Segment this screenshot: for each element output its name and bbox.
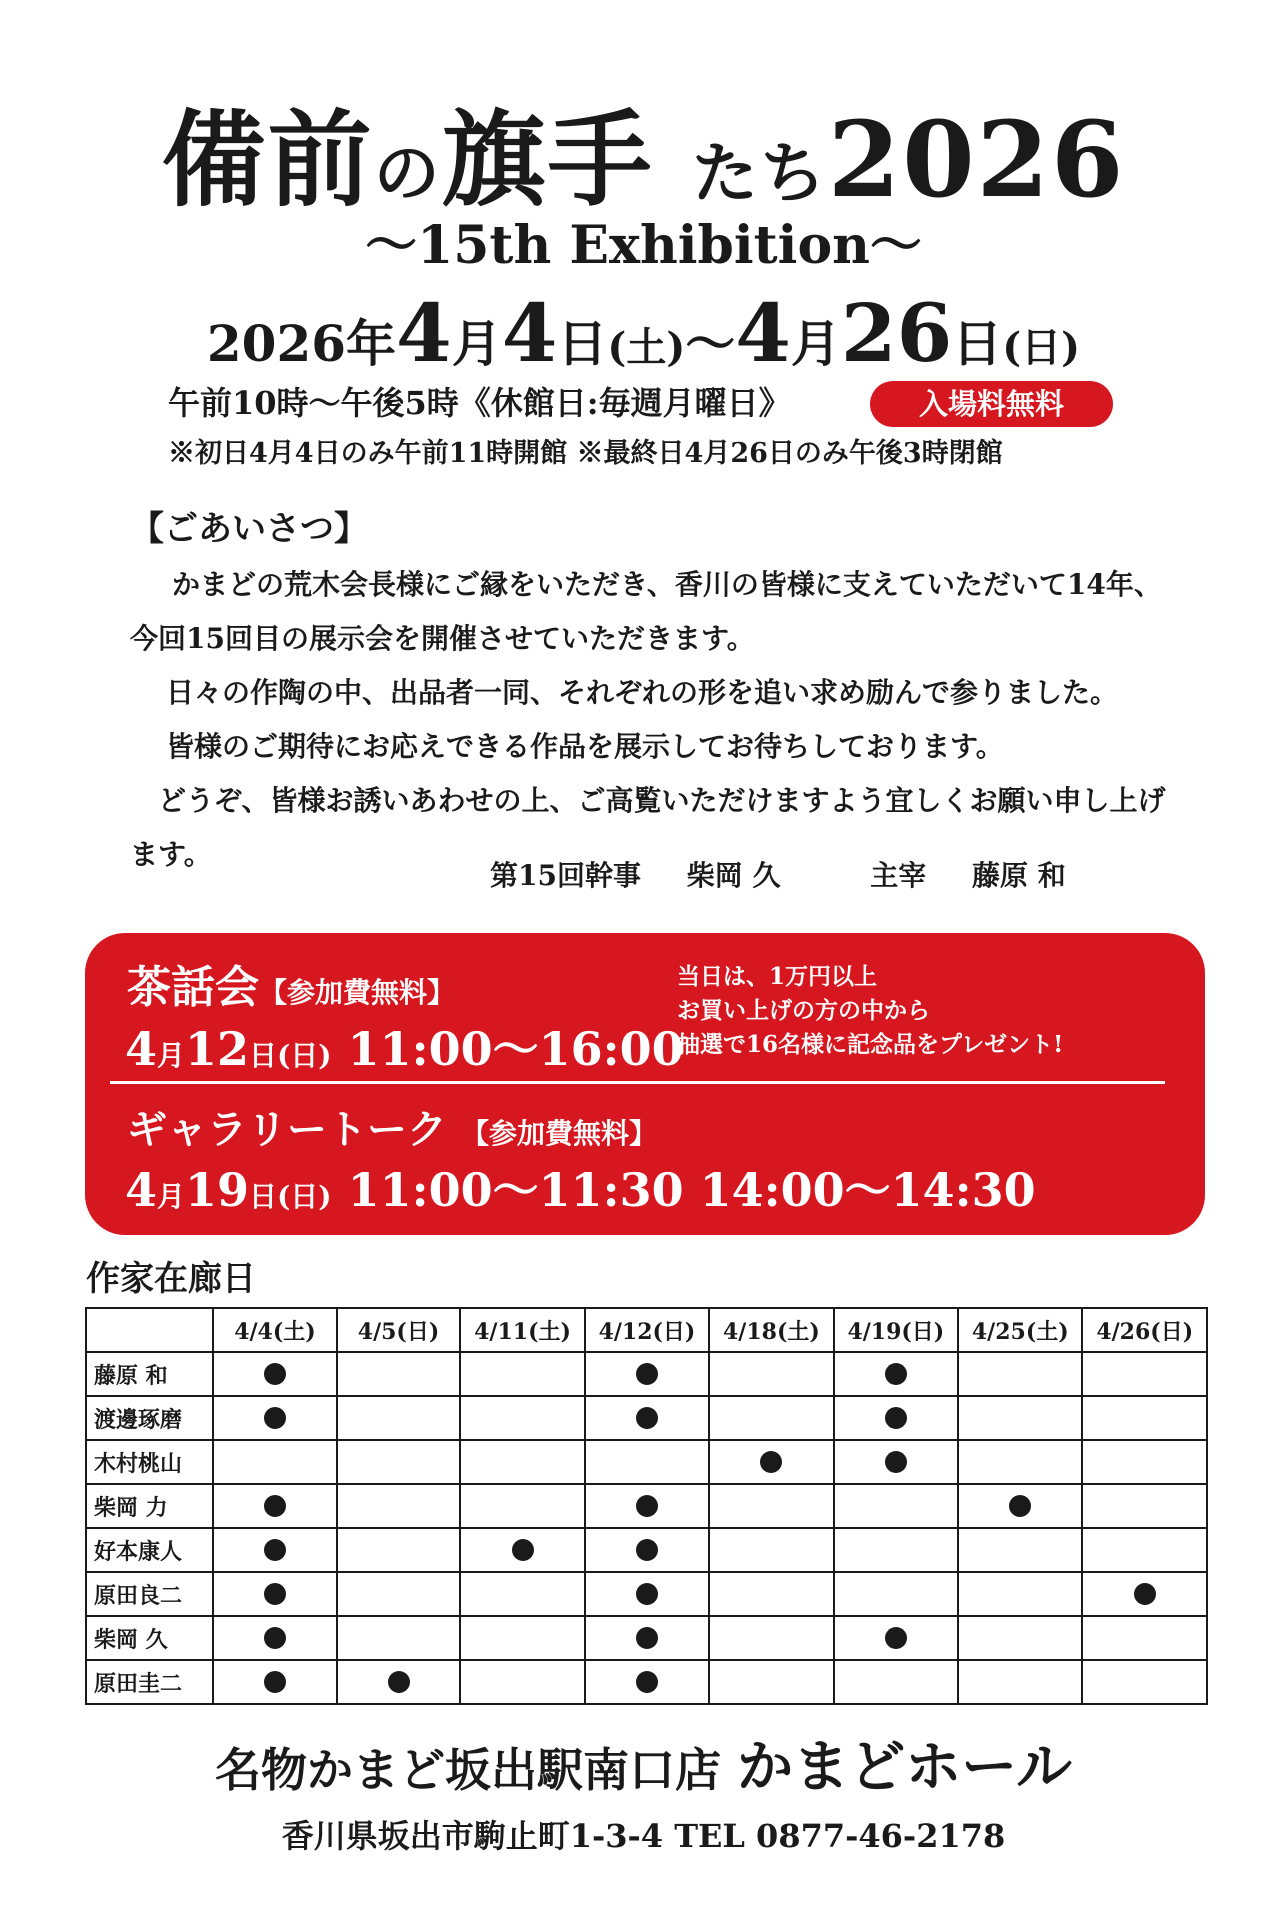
title-bizen: 備前 — [161, 98, 374, 221]
tea-party-datetime — [125, 1019, 684, 1086]
greeting-heading: 【ごあいさつ】 — [130, 509, 368, 549]
schedule-cell — [337, 1528, 461, 1572]
tea-note-line-1: 当日は、1万円以上 — [677, 963, 878, 990]
start-weekday: (土) — [607, 324, 686, 371]
venue-address: 香川県坂出市駒止町1-3-4 TEL 0877-46-2178 — [281, 1817, 1006, 1855]
tea-party-title — [127, 960, 455, 1021]
talk-month-suffix: 月 — [157, 1180, 186, 1213]
schedule-cell — [337, 1440, 461, 1484]
greeting-paragraph-2: 日々の作陶の中、出品者一同、それぞれの形を追い求め励んで参りました。 — [166, 676, 1119, 709]
schedule-cell — [585, 1528, 709, 1572]
schedule-cell — [958, 1484, 1082, 1528]
schedule-cell — [958, 1396, 1082, 1440]
schedule-cell — [213, 1572, 337, 1616]
gallery-talk-datetime — [125, 1160, 1036, 1227]
schedule-cell — [460, 1660, 584, 1704]
schedule-cell — [1082, 1616, 1207, 1660]
schedule-cell — [1082, 1660, 1207, 1704]
title-no: の — [373, 134, 442, 212]
date-year: 2026年 — [206, 314, 397, 373]
exhibition-subtitle: 〜15th Exhibition〜 — [365, 215, 922, 276]
artist-schedule-table — [85, 1307, 1208, 1705]
attendance-dot-icon — [636, 1583, 658, 1605]
gallery-talk-fee-tag: 【参加費無料】 — [460, 1117, 657, 1150]
end-weekday: (日) — [1002, 324, 1081, 371]
schedule-cell — [834, 1484, 958, 1528]
schedule-cell — [958, 1352, 1082, 1396]
start-month-suffix: 月 — [451, 314, 502, 373]
attendance-dot-icon — [636, 1539, 658, 1561]
schedule-cell — [213, 1352, 337, 1396]
schedule-cell — [958, 1616, 1082, 1660]
greeting-paragraph-3: 皆様のご期待にお応えできる作品を展示してお待ちしております。 — [166, 730, 1004, 763]
schedule-cell — [213, 1616, 337, 1660]
schedule-cell — [460, 1616, 584, 1660]
opening-hours: 午前10時〜午後5時《休館日:毎週月曜日》 — [168, 384, 791, 422]
store-name: 名物かまど坂出駅南口店 — [215, 1743, 722, 1797]
schedule-corner-cell — [86, 1308, 213, 1352]
attendance-dot-icon — [885, 1363, 907, 1385]
schedule-cell — [709, 1352, 833, 1396]
attendance-dot-icon — [885, 1451, 907, 1473]
sig-role-secretary: 第15回幹事 — [490, 859, 641, 892]
artist-name: 原田圭二 — [86, 1660, 213, 1704]
start-day: 4 — [501, 286, 558, 380]
schedule-cell — [585, 1616, 709, 1660]
schedule-cell — [585, 1440, 709, 1484]
schedule-cell — [709, 1484, 833, 1528]
attendance-dot-icon — [1134, 1583, 1156, 1605]
attendance-dot-icon — [1009, 1495, 1031, 1517]
talk-day-suffix: 日 — [249, 1180, 278, 1213]
schedule-cell — [834, 1660, 958, 1704]
schedule-cell — [213, 1528, 337, 1572]
schedule-cell — [460, 1396, 584, 1440]
schedule-cell — [834, 1572, 958, 1616]
schedule-cell — [337, 1616, 461, 1660]
tea-day-suffix: 日 — [249, 1039, 278, 1072]
sig-role-host: 主宰 — [870, 859, 927, 892]
schedule-cell — [1082, 1352, 1207, 1396]
schedule-cell — [1082, 1396, 1207, 1440]
talk-weekday: (日) — [277, 1180, 332, 1213]
attendance-dot-icon — [264, 1363, 286, 1385]
artist-name: 柴岡 久 — [86, 1616, 213, 1660]
attendance-dot-icon — [512, 1539, 534, 1561]
schedule-row — [86, 1352, 1207, 1396]
schedule-cell — [834, 1616, 958, 1660]
schedule-cell — [958, 1528, 1082, 1572]
schedule-cell — [460, 1440, 584, 1484]
opening-notes: ※初日4月4日のみ午前11時開館 ※最終日4月26日のみ午後3時閉館 — [168, 438, 1003, 469]
schedule-row — [86, 1660, 1207, 1704]
schedule-cell — [585, 1572, 709, 1616]
talk-month: 4 — [125, 1163, 158, 1217]
title-kishu: 旗手 — [441, 98, 654, 221]
schedule-cell — [1082, 1572, 1207, 1616]
date-tilde: 〜 — [685, 314, 736, 373]
start-month: 4 — [396, 286, 452, 380]
schedule-cell — [337, 1484, 461, 1528]
schedule-cell — [460, 1484, 584, 1528]
tea-month-suffix: 月 — [157, 1039, 186, 1072]
schedule-cell — [709, 1528, 833, 1572]
schedule-cell — [1082, 1528, 1207, 1572]
attendance-dot-icon — [636, 1363, 658, 1385]
title-year: 2026 — [827, 98, 1126, 221]
schedule-cell — [834, 1396, 958, 1440]
talk-time: 11:00〜11:30 14:00〜14:30 — [347, 1163, 1036, 1217]
schedule-cell — [337, 1396, 461, 1440]
attendance-dot-icon — [264, 1539, 286, 1561]
schedule-cell — [460, 1572, 584, 1616]
attendance-dot-icon — [264, 1627, 286, 1649]
schedule-column-header: 4/12(日) — [585, 1308, 709, 1352]
end-day-suffix: 日 — [952, 314, 1003, 373]
attendance-dot-icon — [885, 1407, 907, 1429]
start-day-suffix: 日 — [557, 314, 608, 373]
tea-party-note — [677, 960, 1063, 1062]
sig-name-host: 藤原 和 — [971, 859, 1066, 892]
schedule-cell — [213, 1660, 337, 1704]
schedule-cell — [709, 1396, 833, 1440]
schedule-row — [86, 1484, 1207, 1528]
schedule-cell — [337, 1572, 461, 1616]
attendance-dot-icon — [636, 1671, 658, 1693]
schedule-row — [86, 1528, 1207, 1572]
schedule-cell — [958, 1660, 1082, 1704]
schedule-column-header: 4/18(土) — [709, 1308, 833, 1352]
hall-name: かまどホール — [737, 1734, 1072, 1800]
schedule-cell — [585, 1660, 709, 1704]
attendance-dot-icon — [264, 1495, 286, 1517]
attendance-dot-icon — [264, 1671, 286, 1693]
schedule-cell — [460, 1528, 584, 1572]
gallery-talk-name: ギャラリートーク — [127, 1106, 447, 1153]
schedule-cell — [958, 1440, 1082, 1484]
schedule-cell — [1082, 1440, 1207, 1484]
tea-time: 11:00〜16:00 — [347, 1022, 684, 1076]
schedule-cell — [709, 1660, 833, 1704]
artist-name: 藤原 和 — [86, 1352, 213, 1396]
greeting-paragraph-1: かまどの荒木会長様にご縁をいただき、香川の皆様に支えていただいて14年、今回15回目の展示会を開催させていただきます。 — [130, 568, 1162, 655]
tea-day: 12 — [185, 1022, 250, 1076]
sig-name-secretary: 柴岡 久 — [686, 859, 781, 892]
schedule-cell — [337, 1660, 461, 1704]
schedule-cell — [213, 1440, 337, 1484]
schedule-cell — [460, 1352, 584, 1396]
tea-weekday: (日) — [277, 1039, 332, 1072]
schedule-title: 作家在廊日 — [86, 1259, 256, 1299]
schedule-column-header: 4/11(土) — [460, 1308, 584, 1352]
schedule-cell — [213, 1396, 337, 1440]
schedule-row — [86, 1440, 1207, 1484]
attendance-dot-icon — [636, 1495, 658, 1517]
schedule-cell — [709, 1616, 833, 1660]
title-tachi: たち — [691, 134, 828, 212]
tea-note-line-3: 抽選で16名様に記念品をプレゼント! — [677, 1031, 1064, 1058]
artist-name: 原田良二 — [86, 1572, 213, 1616]
attendance-dot-icon — [264, 1583, 286, 1605]
schedule-row — [86, 1572, 1207, 1616]
attendance-dot-icon — [636, 1627, 658, 1649]
schedule-cell — [337, 1352, 461, 1396]
events-panel — [85, 933, 1205, 1235]
schedule-column-header: 4/5(日) — [337, 1308, 461, 1352]
tea-note-line-2: お買い上げの方の中から — [677, 997, 930, 1024]
schedule-header-row — [86, 1308, 1207, 1352]
gallery-talk-title — [127, 1103, 657, 1161]
schedule-row — [86, 1396, 1207, 1440]
exhibition-dates — [0, 286, 1287, 386]
schedule-cell — [1082, 1484, 1207, 1528]
attendance-dot-icon — [885, 1627, 907, 1649]
attendance-dot-icon — [636, 1407, 658, 1429]
schedule-cell — [834, 1528, 958, 1572]
schedule-cell — [585, 1352, 709, 1396]
tea-party-name: 茶話会 — [127, 962, 259, 1013]
greeting-signature — [490, 854, 1066, 898]
tea-party-fee-tag: 【参加費無料】 — [259, 976, 456, 1009]
schedule-cell — [709, 1440, 833, 1484]
end-month: 4 — [735, 286, 791, 380]
events-divider — [110, 1081, 1165, 1084]
artist-name: 柴岡 力 — [86, 1484, 213, 1528]
attendance-dot-icon — [760, 1451, 782, 1473]
schedule-column-header: 4/19(日) — [834, 1308, 958, 1352]
artist-name: 木村桃山 — [86, 1440, 213, 1484]
attendance-dot-icon — [388, 1671, 410, 1693]
schedule-column-header: 4/26(日) — [1082, 1308, 1207, 1352]
schedule-cell — [709, 1572, 833, 1616]
schedule-column-header: 4/4(土) — [213, 1308, 337, 1352]
schedule-cell — [585, 1396, 709, 1440]
admission-free-badge: 入場料無料 — [870, 381, 1113, 427]
schedule-cell — [834, 1440, 958, 1484]
greeting-paragraph-4: どうぞ、皆様お誘いあわせの上、ご高覧いただけますよう宜しくお願い申し上げます。 — [130, 784, 1166, 871]
artist-name: 渡邊琢磨 — [86, 1396, 213, 1440]
venue-name — [0, 1735, 1287, 1802]
tea-month: 4 — [125, 1022, 158, 1076]
end-day: 26 — [840, 286, 953, 380]
schedule-cell — [585, 1484, 709, 1528]
end-month-suffix: 月 — [790, 314, 841, 373]
schedule-cell — [958, 1572, 1082, 1616]
talk-day: 19 — [185, 1163, 250, 1217]
schedule-cell — [834, 1352, 958, 1396]
artist-name: 好本康人 — [86, 1528, 213, 1572]
attendance-dot-icon — [264, 1407, 286, 1429]
schedule-column-header: 4/25(土) — [958, 1308, 1082, 1352]
schedule-cell — [213, 1484, 337, 1528]
schedule-row — [86, 1616, 1207, 1660]
